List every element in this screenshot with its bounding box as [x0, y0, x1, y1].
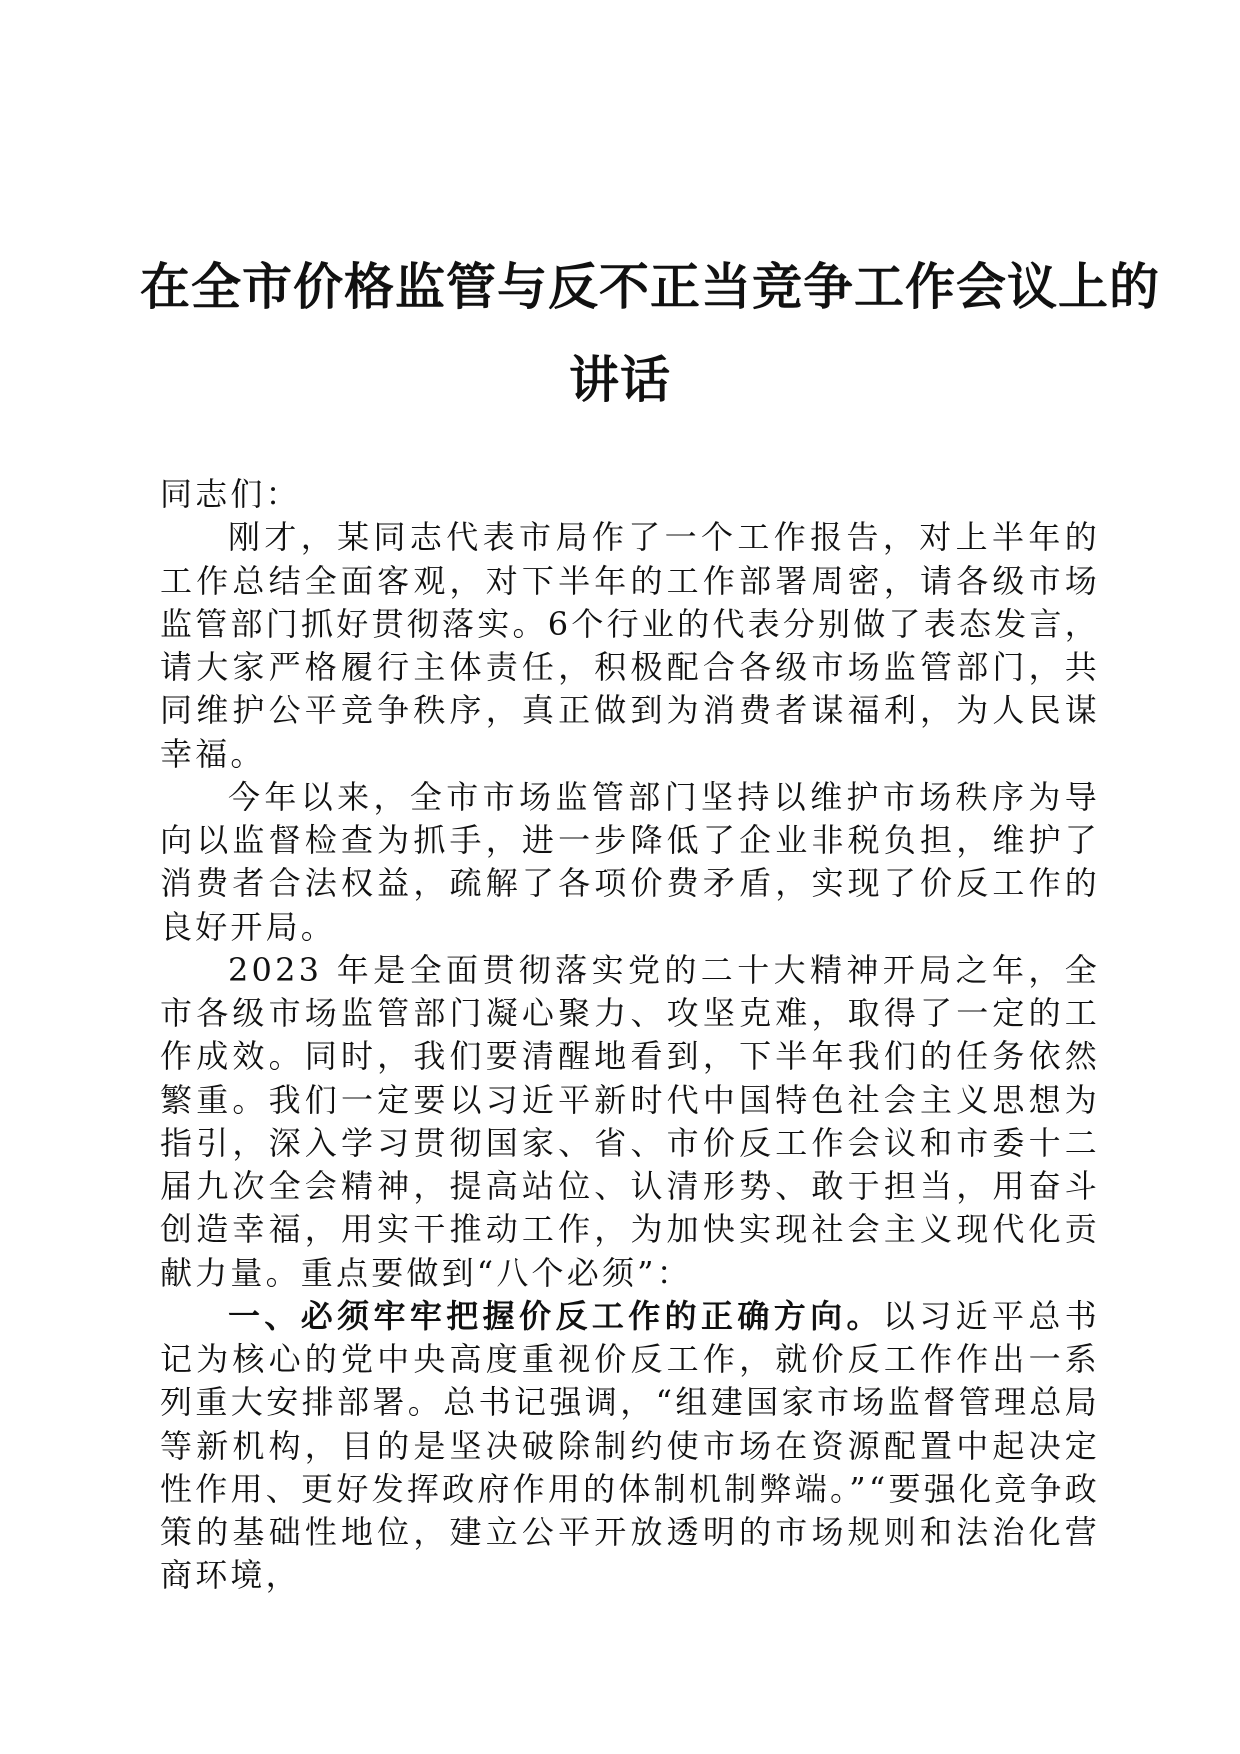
salutation: 同志们： — [160, 475, 301, 513]
document-title-line-2: 讲话 — [569, 351, 671, 409]
document-body — [160, 473, 1100, 1598]
document-title-line-1: 在全市价格监管与反不正当竞争工作会议上的 — [140, 258, 1160, 316]
section-heading-1: 一、必须牢牢把握价反工作的正确方向。 — [228, 1296, 883, 1335]
paragraph-2: 今年以来，全市市场监管部门坚持以维护市场秩序为导向以监督检查为抓手，进一步降低了企业非税负担，维护了消费者合法权益，疏解了各项价费矛盾，实现了价反工作的良好开局。 — [160, 777, 1100, 946]
paragraph-4 — [160, 1295, 1100, 1598]
paragraph-1: 刚才，某同志代表市局作了一个工作报告，对上半年的工作总结全面客观，对下半年的工作部署周密，请各级市场监管部门抓好贯彻落实。6个行业的代表分别做了表态发言，请大家严格履行主体责任，积极配合各级市场监管部门，共同维护公平竞争秩序，真正做到为消费者谋福利，为人民谋幸福。 — [160, 518, 1100, 773]
paragraph-4-text: 以习近平总书记为核心的党中央高度重视价反工作，就价反工作作出一系列重大安排部署。总书记强调，“组建国家市场监督管理总局等新机构，目的是坚决破除制约使市场在资源配置中起决定性作用、更好发挥政府作用的体制机制弊端。”“要强化竞争政策的基础性地位，建立公平开放透明的市场规则和法治化营商环境， — [160, 1296, 1101, 1595]
paragraph-3: 2023 年是全面贯彻落实党的二十大精神开局之年，全市各级市场监管部门凝心聚力、攻坚克难，取得了一定的工作成效。同时，我们要清醒地看到，下半年我们的任务依然繁重。我们一定要以习近平新时代中国特色社会主义思想为指引，深入学习贯彻国家、省、市价反工作会议和市委十二届九次全会精神，提高站位、认清形势、敢于担当，用奋斗创造幸福，用实干推动工作，为加快实现社会主义现代化贡献力量。重点要做到“八个必须”： — [160, 950, 1100, 1292]
